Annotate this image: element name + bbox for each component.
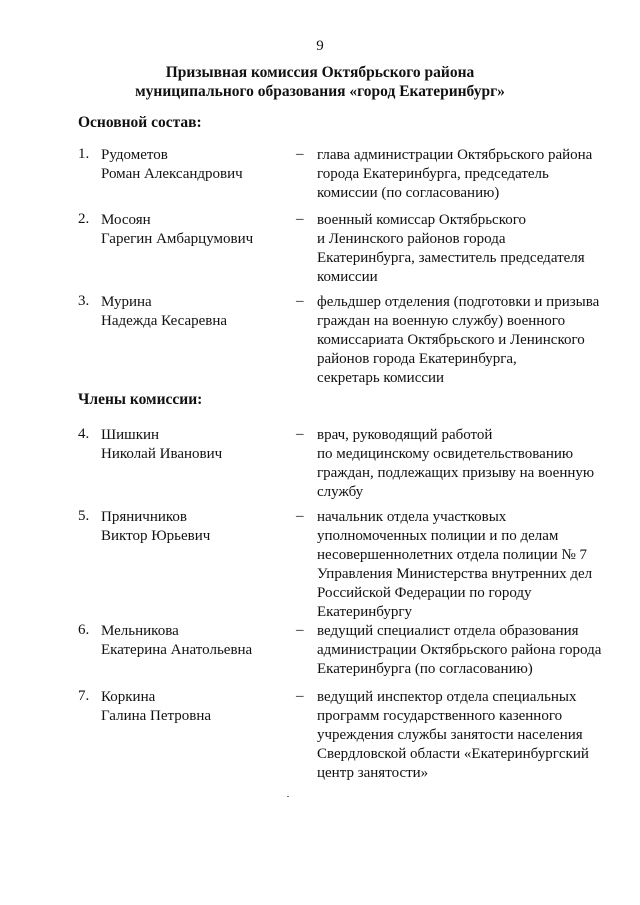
member-surname: Мурина bbox=[101, 294, 152, 310]
member-number: 3. bbox=[78, 293, 90, 309]
member-given-names: Роман Александрович bbox=[101, 166, 243, 182]
section-heading-main: Основной состав: bbox=[78, 114, 202, 131]
member-role: врач, руководящий работой по медицинскому освидетельствованию граждан, подлежащих призыву на военную службу bbox=[317, 427, 595, 500]
member-given-names: Николай Иванович bbox=[101, 446, 223, 462]
member-surname: Пряничников bbox=[101, 509, 187, 525]
dash-separator: – bbox=[296, 508, 304, 524]
member-given-names: Виктор Юрьевич bbox=[101, 528, 211, 544]
member-role: фельдшер отделения (подготовки и призыва граждан на военную службу) военного комиссариата Октябрьского и Ленинского районов города Екатеринбурга, секретарь комиссии bbox=[317, 294, 600, 386]
member-number: 5. bbox=[78, 508, 90, 524]
member-name bbox=[101, 293, 291, 331]
member-role: начальник отдела участковых уполномоченных полиции и по делам несовершеннолетних отдела полиции № 7 Управления Министерства внутренних дел Российской Федерации по городу Екатеринбургу bbox=[317, 509, 593, 620]
member-name bbox=[101, 622, 291, 660]
member-number: 1. bbox=[78, 146, 90, 162]
member-surname: Рудометов bbox=[101, 147, 168, 163]
member-number: 2. bbox=[78, 211, 90, 227]
member-role: глава администрации Октябрьского района города Екатеринбурга, председатель комиссии (по согласованию) bbox=[317, 147, 593, 201]
member-given-names: Гарегин Амбарцумович bbox=[101, 231, 254, 247]
member-number: 7. bbox=[78, 688, 90, 704]
document-title-line-1: Призывная комиссия Октябрьского района bbox=[165, 64, 475, 81]
member-number: 4. bbox=[78, 426, 90, 442]
member-given-names: Екатерина Анатольевна bbox=[101, 642, 253, 658]
member-role: ведущий специалист отдела образования администрации Октябрьского района города Екатеринбурга (по согласованию) bbox=[317, 623, 602, 677]
member-surname: Шишкин bbox=[101, 427, 160, 443]
scan-speck bbox=[287, 796, 289, 797]
dash-separator: – bbox=[296, 426, 304, 442]
member-name bbox=[101, 146, 291, 184]
page-number: 9 bbox=[316, 38, 324, 54]
member-surname: Мосоян bbox=[101, 212, 151, 228]
member-given-names: Надежда Кесаревна bbox=[101, 313, 228, 329]
dash-separator: – bbox=[296, 293, 304, 309]
dash-separator: – bbox=[296, 211, 304, 227]
dash-separator: – bbox=[296, 622, 304, 638]
document-title-line-2: муниципального образования «город Екатеринбург» bbox=[135, 83, 505, 100]
member-surname: Мельникова bbox=[101, 623, 179, 639]
dash-separator: – bbox=[296, 146, 304, 162]
member-name bbox=[101, 426, 291, 464]
member-surname: Коркина bbox=[101, 689, 156, 705]
member-name bbox=[101, 211, 291, 249]
member-name bbox=[101, 508, 291, 546]
section-heading-members: Члены комиссии: bbox=[78, 391, 203, 408]
member-role: военный комиссар Октябрьского и Ленинского районов города Екатеринбурга, заместитель председателя комиссии bbox=[317, 212, 585, 285]
member-given-names: Галина Петровна bbox=[101, 708, 212, 724]
member-name bbox=[101, 688, 291, 726]
member-number: 6. bbox=[78, 622, 90, 638]
member-role: ведущий инспектор отдела специальных программ государственного казенного учреждения службы занятости населения Свердловской области «Екатеринбургский центр занятости» bbox=[317, 689, 589, 781]
dash-separator: – bbox=[296, 688, 304, 704]
